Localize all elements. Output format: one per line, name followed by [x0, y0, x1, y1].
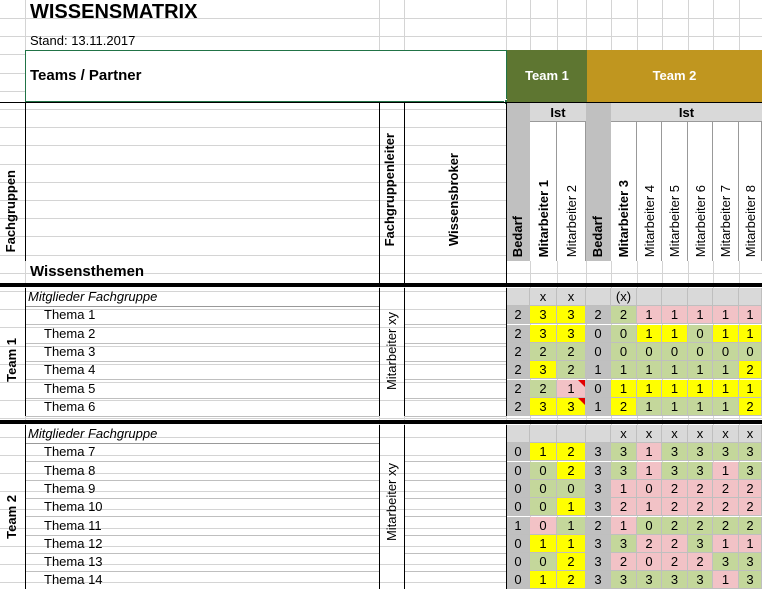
team-2-header: Team 2 — [587, 50, 762, 102]
sheet-title: WISSENSMATRIX — [30, 1, 198, 23]
skill-cell[interactable]: 0 — [662, 343, 688, 361]
skill-cell[interactable]: 2 — [739, 398, 762, 416]
employee-name: Mitarbeiter 5 — [667, 184, 682, 257]
skill-cell[interactable]: 1 — [739, 380, 762, 398]
skill-cell[interactable]: 1 — [611, 517, 637, 535]
bedarf-cell[interactable]: 1 — [586, 398, 611, 416]
skill-cell[interactable]: 1 — [530, 443, 557, 461]
skill-cell[interactable]: 2 — [662, 553, 688, 571]
skill-cell[interactable]: 1 — [713, 571, 739, 589]
skill-cell[interactable]: 1 — [662, 380, 688, 398]
bedarf-cell[interactable]: 0 — [507, 443, 530, 461]
skill-cell[interactable]: 1 — [637, 380, 662, 398]
member-mark-cell[interactable] — [739, 288, 762, 306]
bedarf-cell[interactable]: 1 — [507, 517, 530, 535]
topic-name: Thema 9 — [44, 481, 96, 496]
skill-cell[interactable]: 2 — [611, 553, 637, 571]
member-mark-cell[interactable]: x — [739, 425, 762, 443]
team-label: Team 1 — [4, 338, 19, 382]
employee-header-cell — [713, 122, 739, 261]
skill-cell[interactable]: 1 — [662, 361, 688, 379]
row-divider — [405, 498, 506, 499]
skill-cell[interactable]: 1 — [739, 306, 762, 324]
member-mark-cell[interactable]: x — [557, 288, 586, 306]
skill-cell[interactable]: 3 — [662, 462, 688, 480]
row-divider — [405, 361, 506, 362]
fachgruppen-header: Fachgruppen — [3, 170, 18, 253]
skill-cell[interactable]: 2 — [557, 361, 586, 379]
employee-header-cell — [637, 122, 662, 261]
skill-cell[interactable]: 0 — [637, 480, 662, 498]
column-border — [404, 425, 405, 589]
skill-cell[interactable]: 3 — [739, 443, 762, 461]
skill-cell[interactable]: 1 — [637, 443, 662, 461]
skill-cell[interactable]: 0 — [557, 480, 586, 498]
skill-cell[interactable]: 1 — [637, 398, 662, 416]
row-divider — [405, 553, 506, 554]
member-mark-cell[interactable] — [662, 288, 688, 306]
skill-cell[interactable]: 1 — [739, 535, 762, 553]
comment-indicator[interactable] — [578, 380, 585, 387]
employee-header-cell — [557, 122, 586, 261]
member-mark-cell[interactable] — [586, 425, 611, 443]
bedarf-cell[interactable]: 0 — [507, 535, 530, 553]
skill-cell[interactable]: 3 — [713, 443, 739, 461]
bedarf-cell[interactable]: 0 — [507, 480, 530, 498]
row-divider — [405, 379, 506, 380]
topic-name: Thema 8 — [44, 463, 96, 478]
topic-name: Thema 5 — [44, 381, 96, 396]
skill-cell[interactable]: 1 — [713, 380, 739, 398]
skill-cell[interactable]: 3 — [557, 306, 586, 324]
employee-name: Mitarbeiter 7 — [718, 184, 733, 257]
row-divider — [405, 416, 506, 417]
skill-cell[interactable]: 1 — [662, 325, 688, 343]
topic-name: Thema 12 — [44, 536, 103, 551]
skill-cell[interactable]: 0 — [530, 480, 557, 498]
skill-cell[interactable]: 0 — [530, 553, 557, 571]
topic-name: Thema 3 — [44, 344, 96, 359]
skill-cell[interactable]: 1 — [530, 535, 557, 553]
skill-cell[interactable]: 1 — [713, 325, 739, 343]
wissensthemen-header: Wissensthemen — [30, 263, 145, 280]
header-divider — [404, 103, 405, 283]
skill-cell[interactable]: 1 — [611, 480, 637, 498]
bedarf-cell[interactable]: 0 — [586, 380, 611, 398]
header-divider — [379, 103, 380, 283]
employee-name: Mitarbeiter 3 — [616, 179, 631, 257]
row-divider — [405, 535, 506, 536]
skill-cell[interactable]: 3 — [688, 462, 713, 480]
bedarf-cell[interactable]: 3 — [586, 535, 611, 553]
skill-cell[interactable]: 1 — [662, 398, 688, 416]
skill-cell[interactable]: 2 — [739, 517, 762, 535]
wissensbroker-header: Wissensbroker — [446, 153, 461, 247]
member-mark-cell[interactable] — [713, 288, 739, 306]
skill-cell[interactable]: 2 — [611, 306, 637, 324]
row-divider — [405, 516, 506, 517]
skill-cell[interactable]: 0 — [637, 553, 662, 571]
skill-cell[interactable]: 1 — [557, 498, 586, 516]
member-mark-cell[interactable] — [688, 288, 713, 306]
skill-cell[interactable]: 2 — [530, 343, 557, 361]
skill-cell[interactable]: 2 — [739, 480, 762, 498]
skill-cell[interactable]: 2 — [713, 517, 739, 535]
member-mark-cell[interactable]: (x) — [611, 288, 637, 306]
bedarf-cell[interactable]: 0 — [586, 343, 611, 361]
bedarf-cell[interactable]: 3 — [586, 571, 611, 589]
skill-cell[interactable]: 0 — [713, 343, 739, 361]
ist-header-team2: Ist — [611, 103, 762, 122]
employee-header-cell — [611, 122, 637, 261]
skill-cell[interactable]: 1 — [688, 380, 713, 398]
member-mark-cell[interactable] — [507, 425, 530, 443]
skill-cell[interactable]: 3 — [688, 443, 713, 461]
skill-cell[interactable]: 1 — [557, 535, 586, 553]
bedarf-cell[interactable]: 3 — [586, 553, 611, 571]
employee-name: Mitarbeiter 1 — [536, 179, 551, 257]
skill-cell[interactable]: 3 — [611, 535, 637, 553]
skill-cell[interactable]: 3 — [611, 443, 637, 461]
bedarf-cell[interactable]: 3 — [586, 443, 611, 461]
bedarf-header-team1 — [507, 103, 530, 261]
bedarf-cell[interactable]: 2 — [507, 325, 530, 343]
skill-cell[interactable]: 2 — [530, 380, 557, 398]
skill-cell[interactable]: 1 — [713, 398, 739, 416]
skill-cell[interactable]: 0 — [637, 343, 662, 361]
skill-cell[interactable]: 1 — [557, 380, 586, 398]
skill-cell[interactable]: 1 — [662, 306, 688, 324]
skill-cell[interactable]: 2 — [662, 535, 688, 553]
bedarf-cell[interactable]: 2 — [586, 517, 611, 535]
employee-name: Mitarbeiter 6 — [693, 184, 708, 257]
bedarf-cell[interactable]: 2 — [507, 361, 530, 379]
skill-cell[interactable]: 2 — [739, 498, 762, 516]
bedarf-header-team2 — [586, 103, 611, 261]
bedarf-label: Bedarf — [510, 215, 525, 257]
skill-cell[interactable]: 1 — [713, 535, 739, 553]
skill-cell[interactable]: 1 — [713, 462, 739, 480]
gridline — [0, 418, 762, 419]
skill-cell[interactable]: 2 — [688, 498, 713, 516]
skill-cell[interactable]: 3 — [530, 306, 557, 324]
row-divider — [405, 398, 506, 399]
skill-cell[interactable]: 0 — [530, 517, 557, 535]
skill-cell[interactable]: 0 — [688, 343, 713, 361]
bedarf-cell[interactable]: 0 — [507, 571, 530, 589]
skill-cell[interactable]: 2 — [713, 480, 739, 498]
bedarf-cell[interactable]: 0 — [507, 553, 530, 571]
bedarf-label: Bedarf — [590, 215, 605, 257]
skill-cell[interactable]: 2 — [611, 398, 637, 416]
bedarf-cell[interactable]: 0 — [586, 325, 611, 343]
skill-cell[interactable]: 3 — [637, 571, 662, 589]
skill-cell[interactable]: 2 — [662, 480, 688, 498]
bedarf-cell[interactable]: 3 — [586, 462, 611, 480]
skill-cell[interactable]: 2 — [557, 443, 586, 461]
skill-cell[interactable]: 3 — [557, 398, 586, 416]
skill-cell[interactable]: 2 — [662, 498, 688, 516]
skill-cell[interactable]: 3 — [688, 535, 713, 553]
bedarf-cell[interactable]: 0 — [507, 462, 530, 480]
member-mark-cell[interactable]: x — [611, 425, 637, 443]
skill-cell[interactable]: 2 — [688, 480, 713, 498]
skill-cell[interactable]: 0 — [611, 343, 637, 361]
skill-cell[interactable]: 1 — [713, 306, 739, 324]
skill-cell[interactable]: 2 — [557, 553, 586, 571]
skill-cell[interactable]: 3 — [611, 571, 637, 589]
member-mark-cell[interactable]: x — [662, 425, 688, 443]
skill-cell[interactable]: 0 — [688, 325, 713, 343]
skill-cell[interactable]: 2 — [557, 343, 586, 361]
row-divider — [405, 324, 506, 325]
row-divider — [405, 480, 506, 481]
skill-cell[interactable]: 0 — [637, 517, 662, 535]
ist-header-team1: Ist — [530, 103, 586, 122]
topic-name: Thema 4 — [44, 362, 96, 377]
topic-name: Thema 13 — [44, 554, 103, 569]
topic-name: Thema 14 — [44, 572, 103, 587]
column-border — [404, 288, 405, 416]
bedarf-cell[interactable]: 2 — [507, 306, 530, 324]
skill-cell[interactable]: 2 — [637, 535, 662, 553]
member-mark-cell[interactable]: x — [637, 425, 662, 443]
topic-name: Thema 7 — [44, 444, 96, 459]
bedarf-cell[interactable]: 0 — [507, 498, 530, 516]
skill-cell[interactable]: 2 — [713, 498, 739, 516]
member-mark-cell[interactable] — [530, 425, 557, 443]
skill-cell[interactable]: 0 — [611, 325, 637, 343]
members-row-label: Mitglieder Fachgruppe — [28, 289, 158, 304]
members-row-label: Mitglieder Fachgruppe — [28, 426, 158, 441]
skill-cell[interactable]: 2 — [557, 571, 586, 589]
member-mark-cell[interactable] — [637, 288, 662, 306]
bedarf-cell[interactable]: 3 — [586, 480, 611, 498]
bedarf-cell[interactable]: 2 — [507, 398, 530, 416]
teams-partner-cell[interactable] — [25, 50, 507, 102]
skill-cell[interactable]: 1 — [611, 361, 637, 379]
skill-cell[interactable]: 1 — [637, 361, 662, 379]
column-border — [379, 288, 380, 416]
topic-name: Thema 2 — [44, 326, 96, 341]
group-leader: Mitarbeiter xy — [384, 312, 399, 391]
member-mark-cell[interactable] — [557, 425, 586, 443]
skill-cell[interactable]: 1 — [637, 462, 662, 480]
teams-partner-label: Teams / Partner — [30, 67, 142, 84]
column-border — [25, 425, 26, 589]
bedarf-cell[interactable]: 1 — [586, 361, 611, 379]
skill-cell[interactable]: 2 — [688, 553, 713, 571]
topic-name: Thema 6 — [44, 399, 96, 414]
bedarf-cell[interactable]: 2 — [507, 380, 530, 398]
skill-cell[interactable]: 3 — [530, 325, 557, 343]
employee-name: Mitarbeiter 8 — [743, 184, 758, 257]
skill-cell[interactable]: 3 — [739, 571, 762, 589]
skill-cell[interactable]: 1 — [637, 306, 662, 324]
comment-indicator[interactable] — [578, 398, 585, 405]
skill-cell[interactable]: 2 — [662, 517, 688, 535]
skill-cell[interactable]: 3 — [713, 553, 739, 571]
skill-cell[interactable]: 1 — [530, 571, 557, 589]
employee-header-cell — [739, 122, 762, 261]
row-divider — [405, 461, 506, 462]
skill-cell[interactable]: 1 — [688, 398, 713, 416]
skill-cell[interactable]: 0 — [530, 498, 557, 516]
skill-cell[interactable]: 3 — [662, 571, 688, 589]
column-border — [25, 288, 26, 416]
group-leader: Mitarbeiter xy — [384, 463, 399, 542]
skill-cell[interactable]: 1 — [611, 380, 637, 398]
skill-cell[interactable]: 3 — [557, 325, 586, 343]
skill-cell[interactable]: 0 — [530, 462, 557, 480]
skill-cell[interactable]: 1 — [637, 325, 662, 343]
team-1-header: Team 1 — [507, 50, 587, 102]
row-divider — [405, 571, 506, 572]
employee-header-cell — [530, 122, 557, 261]
employee-name: Mitarbeiter 2 — [564, 184, 579, 257]
member-mark-cell[interactable] — [507, 288, 530, 306]
skill-cell[interactable]: 1 — [637, 498, 662, 516]
skill-cell[interactable]: 0 — [739, 343, 762, 361]
bedarf-cell[interactable]: 2 — [586, 306, 611, 324]
stand-date: Stand: 13.11.2017 — [30, 33, 136, 48]
skill-cell[interactable]: 1 — [713, 361, 739, 379]
fachgruppenleiter-header: Fachgruppenleiter — [382, 133, 397, 247]
skill-cell[interactable]: 1 — [739, 325, 762, 343]
member-mark-cell[interactable] — [586, 288, 611, 306]
row-divider — [405, 343, 506, 344]
skill-cell[interactable]: 2 — [557, 462, 586, 480]
skill-cell[interactable]: 2 — [611, 498, 637, 516]
skill-cell[interactable]: 3 — [739, 553, 762, 571]
topic-name: Thema 11 — [44, 518, 102, 533]
skill-cell[interactable]: 3 — [611, 462, 637, 480]
skill-cell[interactable]: 2 — [688, 517, 713, 535]
member-mark-cell[interactable]: x — [688, 425, 713, 443]
column-border — [379, 425, 380, 589]
employee-name: Mitarbeiter 4 — [642, 184, 657, 257]
skill-cell[interactable]: 1 — [688, 361, 713, 379]
member-mark-cell[interactable]: x — [530, 288, 557, 306]
topic-name: Thema 10 — [44, 499, 103, 514]
topic-name: Thema 1 — [44, 307, 96, 322]
skill-cell[interactable]: 1 — [557, 517, 586, 535]
employee-header-cell — [688, 122, 713, 261]
bedarf-cell[interactable]: 2 — [507, 343, 530, 361]
skill-cell[interactable]: 2 — [739, 361, 762, 379]
group-separator — [0, 283, 762, 287]
skill-cell[interactable]: 1 — [688, 306, 713, 324]
row-divider — [26, 416, 379, 417]
skill-cell[interactable]: 3 — [530, 398, 557, 416]
member-mark-cell[interactable]: x — [713, 425, 739, 443]
skill-cell[interactable]: 3 — [739, 462, 762, 480]
skill-cell[interactable]: 3 — [530, 361, 557, 379]
skill-cell[interactable]: 3 — [688, 571, 713, 589]
employee-header-cell — [662, 122, 688, 261]
group-separator — [0, 420, 762, 424]
header-divider — [25, 103, 26, 261]
skill-cell[interactable]: 3 — [662, 443, 688, 461]
bedarf-cell[interactable]: 3 — [586, 498, 611, 516]
team-label: Team 2 — [4, 495, 19, 539]
